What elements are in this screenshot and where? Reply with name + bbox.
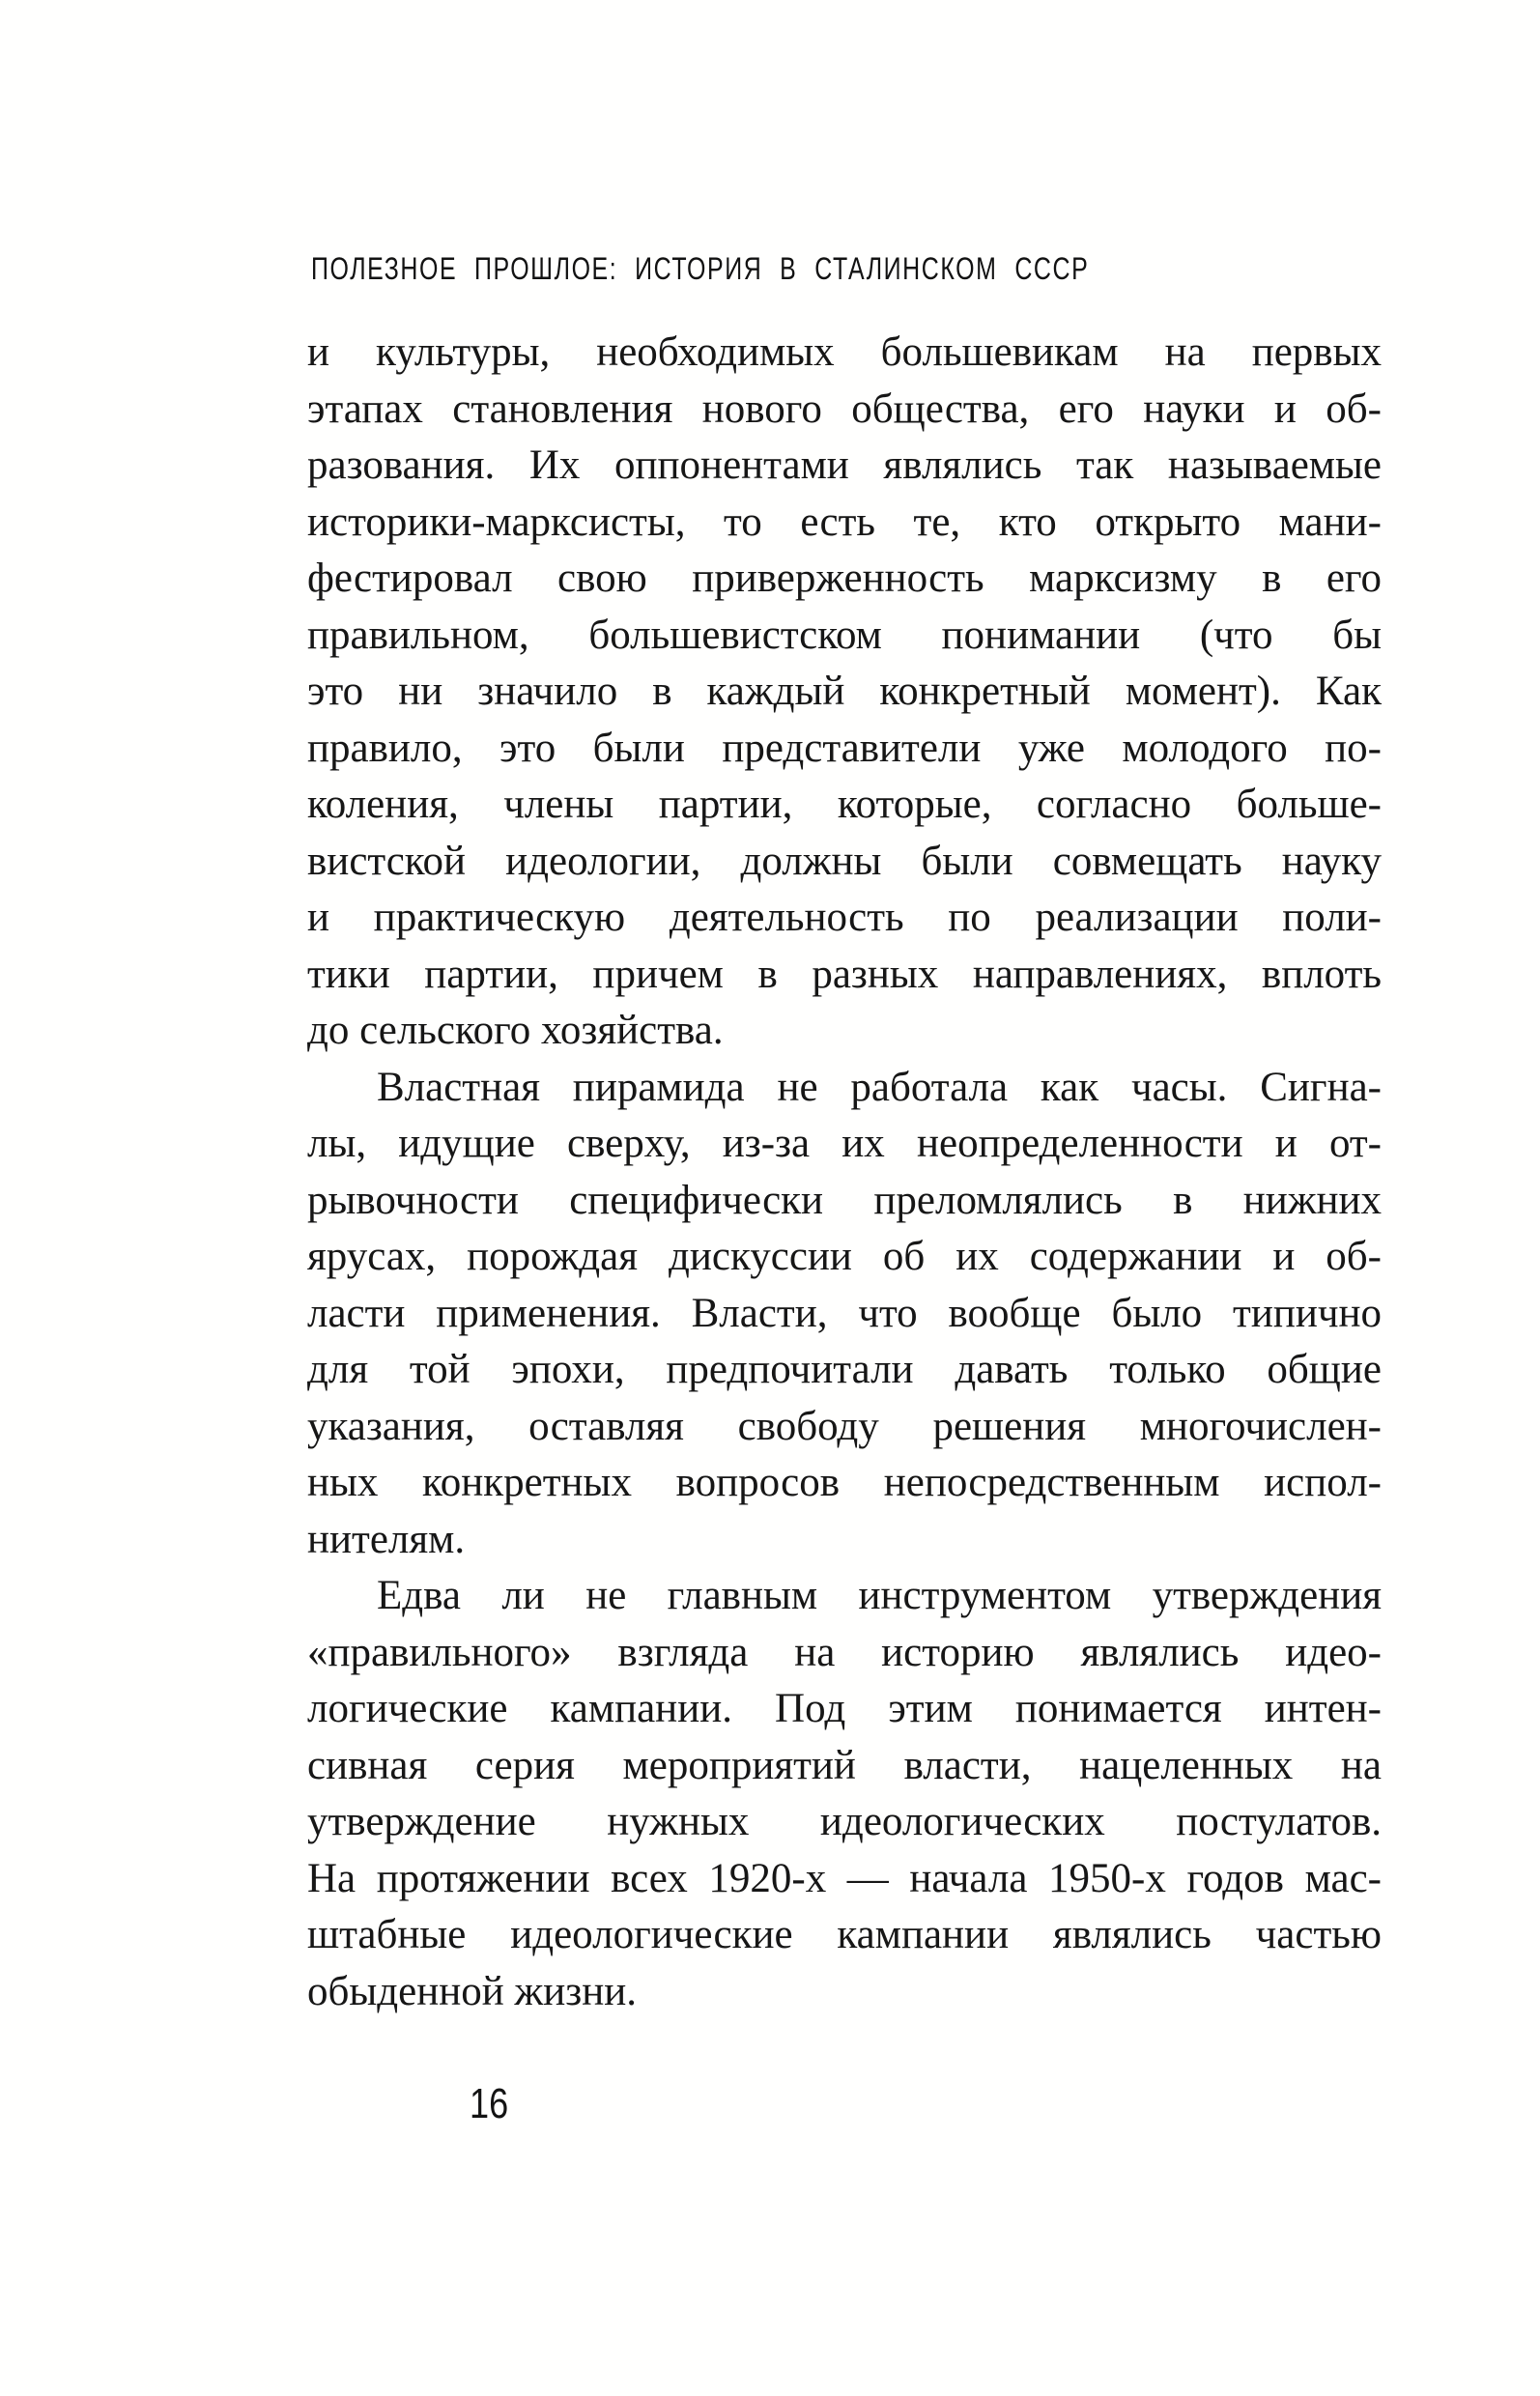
text-line: «правильного» взгляда на историю являлись идео-: [307, 1629, 1382, 1675]
text-line: фестировал свою приверженность марксизму в его: [307, 556, 1382, 601]
text-line: Едва ли не главным инструментом утверждения: [377, 1573, 1382, 1618]
text-line: сивная серия мероприятий власти, нацеленных на: [307, 1742, 1382, 1788]
text-line: логические кампании. Под этим понимается интен-: [307, 1686, 1382, 1731]
text-line: ласти применения. Власти, что вообще было типично: [307, 1290, 1382, 1336]
text-line: до сельского хозяйства.: [307, 1008, 724, 1053]
text-line: и культуры, необходимых большевикам на первых: [307, 329, 1382, 375]
text-line: указания, оставляя свободу решения многочислен-: [307, 1403, 1382, 1449]
page-number: 16: [470, 2080, 509, 2127]
text-line: для той эпохи, предпочитали давать только общие: [307, 1347, 1382, 1392]
text-line: историки-марксисты, то есть те, кто открыто мани-: [307, 499, 1382, 545]
text-line: и практическую деятельность по реализации поли-: [307, 895, 1382, 940]
text-line: рывочности специфически преломлялись в нижних: [307, 1177, 1382, 1223]
text-line: обыденной жизни.: [307, 1968, 637, 2014]
text-line: нителям.: [307, 1516, 466, 1562]
text-line: лы, идущие сверху, из-за их неопределенности и от-: [307, 1121, 1382, 1166]
text-line: вистской идеологии, должны были совмещать науку: [307, 838, 1382, 884]
text-line: ярусах, порождая дискуссии об их содержании и об-: [307, 1234, 1382, 1279]
paragraph: [307, 1568, 1382, 2020]
body-text: [307, 325, 1382, 2020]
text-line: этапах становления нового общества, его науки и об-: [307, 385, 1382, 432]
text-line: тики партии, причем в разных направлениях, вплоть: [307, 951, 1382, 997]
paragraph: [307, 325, 1382, 1060]
text-line: штабные идеологические кампании являлись частью: [307, 1912, 1382, 1957]
text-line: коления, члены партии, которые, согласно больше-: [307, 782, 1382, 827]
text-line: разования. Их оппонентами являлись так называемые: [307, 442, 1382, 488]
text-line: На протяжении всех 1920-х — начала 1950-х годов мас-: [307, 1855, 1382, 1901]
text-line: правило, это были представители уже молодого по-: [307, 725, 1382, 771]
paragraph: [307, 1060, 1382, 1569]
text-line: Властная пирамида не работала как часы. Сигна-: [377, 1064, 1382, 1110]
text-line: правильном, большевистском понимании (что бы: [307, 612, 1382, 658]
text-line: ных конкретных вопросов непосредственным испол-: [307, 1460, 1382, 1505]
text-line: утверждение нужных идеологических постулатов.: [307, 1799, 1382, 1844]
text-line: это ни значило в каждый конкретный момент). Как: [307, 669, 1382, 714]
running-header: ПОЛЕЗНОЕ ПРОШЛОЕ: ИСТОРИЯ В СТАЛИНСКОМ СССР: [311, 251, 1090, 286]
